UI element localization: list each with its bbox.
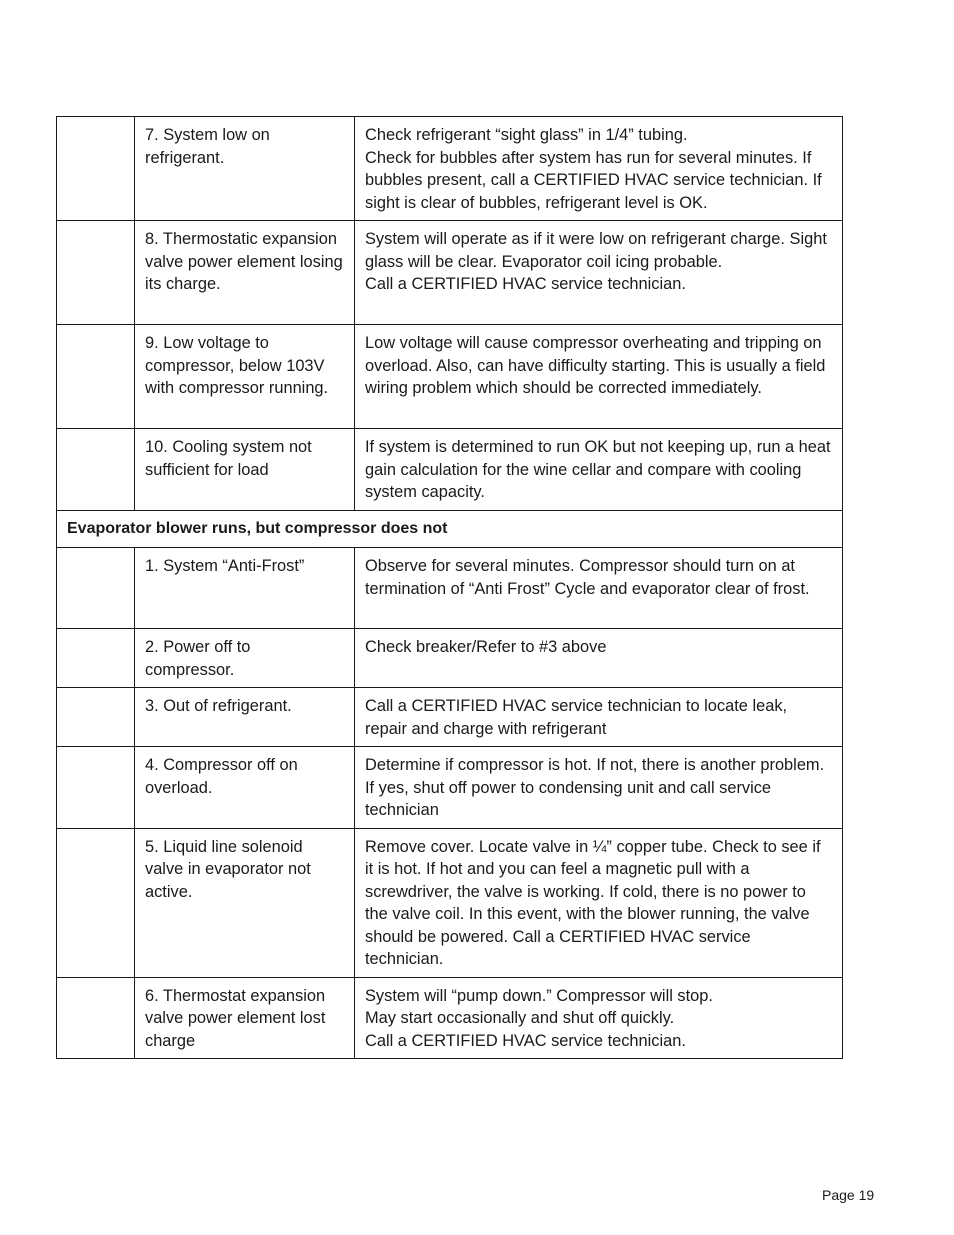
symptom-cell <box>57 977 135 1059</box>
cause-cell: 9. Low voltage to compressor, below 103V with compressor running. <box>135 325 355 429</box>
table-row <box>57 548 843 629</box>
cause-cell: 8. Thermostatic expansion valve power element losing its charge. <box>135 221 355 325</box>
symptom-cell <box>57 629 135 688</box>
table-row <box>57 977 843 1059</box>
action-cell: System will “pump down.” Compressor will stop. May start occasionally and shut off quickly. Call a CERTIFIED HVAC service technician. <box>355 977 843 1059</box>
table-row <box>57 429 843 511</box>
symptom-cell <box>57 117 135 221</box>
action-cell: System will operate as if it were low on refrigerant charge. Sight glass will be clear. Evaporator coil icing probable. Call a CERTIFIED HVAC service technician. <box>355 221 843 325</box>
symptom-cell <box>57 747 135 829</box>
symptom-cell <box>57 221 135 325</box>
cause-cell: 10. Cooling system not sufficient for load <box>135 429 355 511</box>
symptom-cell <box>57 828 135 977</box>
cause-cell: 5. Liquid line solenoid valve in evaporator not active. <box>135 828 355 977</box>
action-cell: Low voltage will cause compressor overheating and tripping on overload. Also, can have difficulty starting. This is usually a field wiring problem which should be corrected immediately. <box>355 325 843 429</box>
cause-cell: 6. Thermostat expansion valve power element lost charge <box>135 977 355 1059</box>
cause-cell: 3. Out of refrigerant. <box>135 688 355 747</box>
action-cell: Remove cover. Locate valve in ¼” copper tube. Check to see if it is hot. If hot and you can feel a magnetic pull with a screwdriver, the valve is working. If cold, there is no power to the valve coil. In this event, with the blower running, the valve should be powered. Call a CERTIFIED HVAC service technician. <box>355 828 843 977</box>
cause-cell: 4. Compressor off on overload. <box>135 747 355 829</box>
table-row <box>57 747 843 829</box>
action-cell: Determine if compressor is hot. If not, there is another problem. If yes, shut off power to condensing unit and call service technician <box>355 747 843 829</box>
cause-cell: 1. System “Anti-Frost” <box>135 548 355 629</box>
cause-cell: 7. System low on refrigerant. <box>135 117 355 221</box>
symptom-cell <box>57 325 135 429</box>
table-row <box>57 629 843 688</box>
action-cell: Check breaker/Refer to #3 above <box>355 629 843 688</box>
page-number: Page 19 <box>822 1187 875 1203</box>
cause-cell: 2. Power off to compressor. <box>135 629 355 688</box>
section-heading-row <box>57 510 843 548</box>
symptom-cell <box>57 548 135 629</box>
table-row <box>57 325 843 429</box>
action-cell: Call a CERTIFIED HVAC service technician to locate leak, repair and charge with refrigerant <box>355 688 843 747</box>
action-cell: Check refrigerant “sight glass” in 1/4” tubing. Check for bubbles after system has run for several minutes. If bubbles present, call a CERTIFIED HVAC service technician. If sight is clear of bubbles, refrigerant level is OK. <box>355 117 843 221</box>
table-row <box>57 221 843 325</box>
symptom-cell <box>57 688 135 747</box>
symptom-cell <box>57 429 135 511</box>
table-row <box>57 117 843 221</box>
troubleshooting-table <box>56 116 843 1059</box>
table-row <box>57 828 843 977</box>
section-heading: Evaporator blower runs, but compressor does not <box>57 510 843 548</box>
table-row <box>57 688 843 747</box>
action-cell: Observe for several minutes. Compressor should turn on at termination of “Anti Frost” Cycle and evaporator clear of frost. <box>355 548 843 629</box>
action-cell: If system is determined to run OK but not keeping up, run a heat gain calculation for the wine cellar and compare with cooling system capacity. <box>355 429 843 511</box>
